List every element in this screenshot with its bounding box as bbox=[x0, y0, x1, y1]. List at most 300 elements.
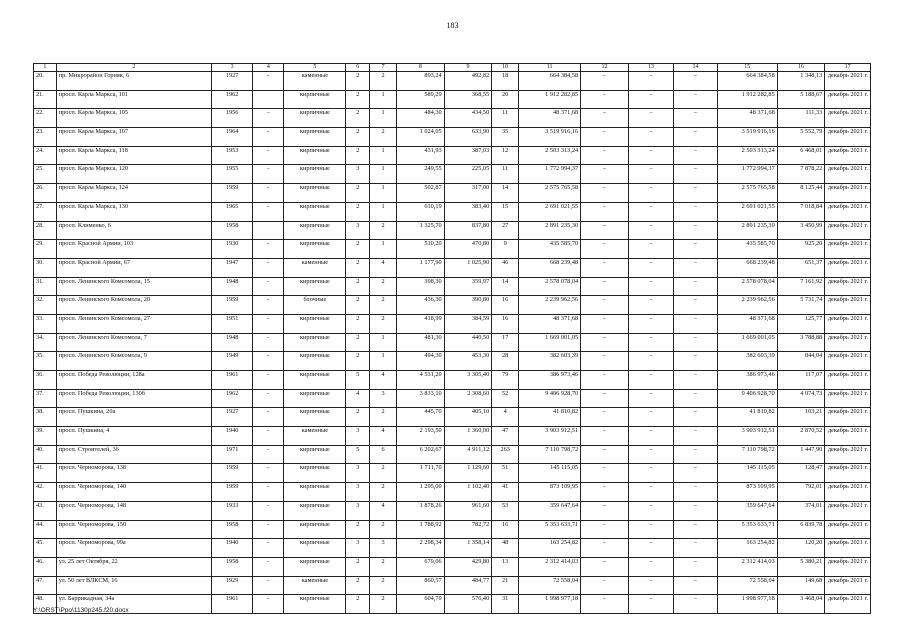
residents-cell: 48 bbox=[492, 539, 519, 558]
fund-cost-cell: 163 254,82 bbox=[717, 539, 777, 558]
table-row bbox=[34, 314, 871, 333]
row-number-cell: 25. bbox=[34, 165, 57, 184]
col-13-cell: – bbox=[628, 240, 674, 259]
col-12-cell: – bbox=[581, 371, 629, 390]
col-4-cell bbox=[253, 90, 284, 109]
row-number-cell: 23. bbox=[34, 128, 57, 147]
fund-cost-cell: 668 239,48 bbox=[717, 258, 777, 277]
table-row bbox=[34, 240, 871, 259]
entrances-cell: 2 bbox=[370, 277, 397, 296]
row-number-cell: 44. bbox=[34, 520, 57, 539]
col-13-cell: – bbox=[628, 445, 674, 464]
address-cell: просп. Пушкина, 20а bbox=[56, 408, 211, 427]
total-cost-cell: 382 603,39 bbox=[519, 352, 581, 371]
total-cost-cell: 359 647,64 bbox=[519, 501, 581, 520]
col-12-cell: – bbox=[581, 277, 629, 296]
col-4-cell bbox=[253, 221, 284, 240]
col-4-cell: - bbox=[253, 445, 284, 464]
entrances-cell: 2 bbox=[370, 595, 397, 614]
col-14-cell: – bbox=[674, 184, 717, 203]
address-cell: просп. Пушкина, 4 bbox=[56, 427, 211, 446]
row-number-cell: 39. bbox=[34, 427, 57, 446]
entrances-cell: 4 bbox=[370, 371, 397, 390]
address-cell: просп. Черноморова, 138 bbox=[56, 464, 211, 483]
build-year-cell: 1940 bbox=[211, 539, 252, 558]
living-area-cell: 429,80 bbox=[444, 557, 492, 576]
fund-cost-cell: 3 903 912,51 bbox=[717, 427, 777, 446]
column-header: 4 bbox=[253, 64, 284, 72]
address-cell: просп. Ленинского Комсомола, 7 bbox=[56, 333, 211, 352]
living-area-cell: 961,60 bbox=[444, 501, 492, 520]
build-year-cell: 1959 bbox=[211, 464, 252, 483]
fund-cost-cell: 664 384,58 bbox=[717, 72, 777, 91]
build-year-cell: 1927 bbox=[211, 408, 252, 427]
floors-cell: 3 bbox=[346, 427, 370, 446]
fund-cost-cell: 873 109,95 bbox=[717, 483, 777, 502]
residents-cell: 28 bbox=[492, 352, 519, 371]
specific-cost-cell: 3 468,04 bbox=[777, 595, 825, 614]
living-area-cell: 225,05 bbox=[444, 165, 492, 184]
fund-cost-cell: 386 973,46 bbox=[717, 371, 777, 390]
address-cell: ул. 25 лет Октября, 22 bbox=[56, 557, 211, 576]
col-12-cell: – bbox=[581, 333, 629, 352]
column-header: 12 bbox=[581, 64, 629, 72]
table-row bbox=[34, 90, 871, 109]
column-header: 17 bbox=[825, 64, 871, 72]
total-area-cell: 1 177,90 bbox=[397, 258, 445, 277]
wall-material-cell: кирпичные bbox=[284, 557, 346, 576]
residents-cell: 21 bbox=[492, 576, 519, 595]
wall-material-cell: кирпичные bbox=[284, 352, 346, 371]
total-area-cell: 510,20 bbox=[397, 240, 445, 259]
col-13-cell: – bbox=[628, 539, 674, 558]
floors-cell: 3 bbox=[346, 501, 370, 520]
deadline-cell: декабрь 2021 г. bbox=[825, 352, 871, 371]
col-14-cell: – bbox=[674, 240, 717, 259]
column-header: 3 bbox=[211, 64, 252, 72]
deadline-cell: декабрь 2021 г. bbox=[825, 90, 871, 109]
fund-cost-cell: 9 406 928,70 bbox=[717, 389, 777, 408]
col-13-cell: – bbox=[628, 72, 674, 91]
total-cost-cell: 2 239 962,56 bbox=[519, 296, 581, 315]
build-year-cell: 1971 bbox=[211, 445, 252, 464]
total-area-cell: 1 878,26 bbox=[397, 501, 445, 520]
col-12-cell: – bbox=[581, 146, 629, 165]
living-area-cell: 470,80 bbox=[444, 240, 492, 259]
col-12-cell: – bbox=[581, 427, 629, 446]
specific-cost-cell: 374,01 bbox=[777, 501, 825, 520]
total-area-cell: 1 788,92 bbox=[397, 520, 445, 539]
address-cell: ул. 50 лет ВЛКСМ, 16 bbox=[56, 576, 211, 595]
deadline-cell: декабрь 2021 г. bbox=[825, 296, 871, 315]
total-area-cell: 860,57 bbox=[397, 576, 445, 595]
residents-cell: 52 bbox=[492, 389, 519, 408]
floors-cell: 2 bbox=[346, 258, 370, 277]
col-14-cell: – bbox=[674, 109, 717, 128]
address-cell: просп. Ленинского Комсомола, 27 bbox=[56, 314, 211, 333]
living-area-cell: 576,40 bbox=[444, 595, 492, 614]
floors-cell: 2 bbox=[346, 576, 370, 595]
col-12-cell: – bbox=[581, 90, 629, 109]
row-number-cell: 36. bbox=[34, 371, 57, 390]
address-cell: просп. Клименко, 6 bbox=[56, 221, 211, 240]
wall-material-cell: кирпичные bbox=[284, 483, 346, 502]
wall-material-cell: кирпичные bbox=[284, 128, 346, 147]
fund-cost-cell: 41 810,82 bbox=[717, 408, 777, 427]
entrances-cell: 2 bbox=[370, 576, 397, 595]
col-12-cell: – bbox=[581, 408, 629, 427]
file-path-footer: Y:\ORST\Ppo\1130p245.f20.docx bbox=[33, 607, 129, 614]
total-cost-cell: 873 109,95 bbox=[519, 483, 581, 502]
floors-cell: 2 bbox=[346, 520, 370, 539]
row-number-cell: 38. bbox=[34, 408, 57, 427]
col-12-cell: – bbox=[581, 128, 629, 147]
deadline-cell: декабрь 2021 г. bbox=[825, 146, 871, 165]
total-cost-cell: 1 998 977,18 bbox=[519, 595, 581, 614]
col-12-cell: – bbox=[581, 595, 629, 614]
col-13-cell: – bbox=[628, 464, 674, 483]
table-row bbox=[34, 277, 871, 296]
col-4-cell: - bbox=[253, 333, 284, 352]
col-4-cell: - bbox=[253, 520, 284, 539]
total-area-cell: 2 298,34 bbox=[397, 539, 445, 558]
living-area-cell: 384,59 bbox=[444, 314, 492, 333]
floors-cell: 5 bbox=[346, 445, 370, 464]
wall-material-cell: кирпичные bbox=[284, 109, 346, 128]
build-year-cell: 1959 bbox=[211, 184, 252, 203]
row-number-cell: 20. bbox=[34, 72, 57, 91]
col-12-cell: – bbox=[581, 352, 629, 371]
col-13-cell: – bbox=[628, 371, 674, 390]
total-area-cell: 1 711,70 bbox=[397, 464, 445, 483]
specific-cost-cell: 5 552,79 bbox=[777, 128, 825, 147]
living-area-cell: 1 358,14 bbox=[444, 539, 492, 558]
table-row bbox=[34, 72, 871, 91]
col-12-cell: – bbox=[581, 109, 629, 128]
build-year-cell: 1955 bbox=[211, 165, 252, 184]
residents-cell: 51 bbox=[492, 464, 519, 483]
table-row bbox=[34, 389, 871, 408]
wall-material-cell: каменные bbox=[284, 576, 346, 595]
deadline-cell: декабрь 2021 г. bbox=[825, 109, 871, 128]
total-cost-cell: 1 669 001,05 bbox=[519, 333, 581, 352]
residents-cell: 11 bbox=[492, 109, 519, 128]
col-14-cell: – bbox=[674, 576, 717, 595]
fund-cost-cell: 5 353 633,71 bbox=[717, 520, 777, 539]
address-cell: просп. Победа Революции, 128а bbox=[56, 371, 211, 390]
row-number-cell: 42. bbox=[34, 483, 57, 502]
col-4-cell: - bbox=[253, 296, 284, 315]
col-4-cell: - bbox=[253, 184, 284, 203]
floors-cell: 2 bbox=[346, 240, 370, 259]
build-year-cell: 1962 bbox=[211, 389, 252, 408]
table-row bbox=[34, 202, 871, 221]
total-cost-cell: 668 239,48 bbox=[519, 258, 581, 277]
living-area-cell: 1 129,60 bbox=[444, 464, 492, 483]
entrances-cell: 3 bbox=[370, 389, 397, 408]
row-number-cell: 22. bbox=[34, 109, 57, 128]
col-12-cell: – bbox=[581, 520, 629, 539]
floors-cell: 2 bbox=[346, 333, 370, 352]
row-number-cell: 46. bbox=[34, 557, 57, 576]
specific-cost-cell: 5 380,21 bbox=[777, 557, 825, 576]
address-cell: просп. Ленинского Комсомола, 20 bbox=[56, 296, 211, 315]
total-area-cell: 589,29 bbox=[397, 90, 445, 109]
wall-material-cell: кирпичные bbox=[284, 408, 346, 427]
col-4-cell: - bbox=[253, 277, 284, 296]
deadline-cell: декабрь 2021 г. bbox=[825, 371, 871, 390]
entrances-cell: 1 bbox=[370, 109, 397, 128]
col-4-cell: - bbox=[253, 389, 284, 408]
col-12-cell: – bbox=[581, 483, 629, 502]
total-cost-cell: 3 519 916,16 bbox=[519, 128, 581, 147]
table-row bbox=[34, 427, 871, 446]
total-cost-cell: 2 691 021,55 bbox=[519, 202, 581, 221]
build-year-cell: 1951 bbox=[211, 314, 252, 333]
specific-cost-cell: 125,77 bbox=[777, 314, 825, 333]
deadline-cell: декабрь 2021 г. bbox=[825, 258, 871, 277]
wall-material-cell: кирпичные bbox=[284, 90, 346, 109]
col-13-cell: – bbox=[628, 128, 674, 147]
table-row bbox=[34, 296, 871, 315]
entrances-cell: 1 bbox=[370, 202, 397, 221]
col-4-cell: - bbox=[253, 314, 284, 333]
col-12-cell: – bbox=[581, 445, 629, 464]
entrances-cell: 2 bbox=[370, 72, 397, 91]
row-number-cell: 48. bbox=[34, 595, 57, 614]
col-14-cell: – bbox=[674, 72, 717, 91]
col-4-cell: - bbox=[253, 165, 284, 184]
col-4-cell: – bbox=[253, 464, 284, 483]
deadline-cell: декабрь 2021 г. bbox=[825, 202, 871, 221]
table-row bbox=[34, 576, 871, 595]
wall-material-cell: кирпичные bbox=[284, 464, 346, 483]
table-row bbox=[34, 501, 871, 520]
fund-cost-cell: 3 519 916,16 bbox=[717, 128, 777, 147]
column-header: 1 bbox=[34, 64, 57, 72]
floors-cell: 2 bbox=[346, 72, 370, 91]
wall-material-cell: кирпичные bbox=[284, 221, 346, 240]
residents-cell: 31 bbox=[492, 595, 519, 614]
specific-cost-cell: 792,01 bbox=[777, 483, 825, 502]
specific-cost-cell: 7 878,22 bbox=[777, 165, 825, 184]
total-area-cell: 6 202,67 bbox=[397, 445, 445, 464]
specific-cost-cell: 128,47 bbox=[777, 464, 825, 483]
col-4-cell: - bbox=[253, 595, 284, 614]
total-area-cell: 1 325,70 bbox=[397, 221, 445, 240]
col-4-cell: – bbox=[253, 576, 284, 595]
col-4-cell: - bbox=[253, 240, 284, 259]
table-row bbox=[34, 557, 871, 576]
specific-cost-cell: 149,68 bbox=[777, 576, 825, 595]
col-14-cell: – bbox=[674, 483, 717, 502]
specific-cost-cell: 6 468,01 bbox=[777, 146, 825, 165]
col-12-cell: – bbox=[581, 184, 629, 203]
address-cell: просп. Ленинского Комсомола, 9 bbox=[56, 352, 211, 371]
living-area-cell: 837,80 bbox=[444, 221, 492, 240]
wall-material-cell: кирпичные bbox=[284, 146, 346, 165]
address-cell: просп. Карла Маркса, 130 bbox=[56, 202, 211, 221]
address-cell: просп. Карла Маркса, 101 bbox=[56, 90, 211, 109]
specific-cost-cell: 2 870,52 bbox=[777, 427, 825, 446]
column-header: 9 bbox=[444, 64, 492, 72]
total-area-cell: 893,24 bbox=[397, 72, 445, 91]
col-14-cell: – bbox=[674, 165, 717, 184]
residents-cell: 41 bbox=[492, 483, 519, 502]
residents-cell: 11 bbox=[492, 165, 519, 184]
column-header: 11 bbox=[519, 64, 581, 72]
living-area-cell: 3 305,40 bbox=[444, 371, 492, 390]
entrances-cell: 2 bbox=[370, 408, 397, 427]
total-cost-cell: 145 115,05 bbox=[519, 464, 581, 483]
total-area-cell: 445,70 bbox=[397, 408, 445, 427]
fund-cost-cell: 2 503 313,24 bbox=[717, 146, 777, 165]
entrances-cell: 2 bbox=[370, 314, 397, 333]
build-year-cell: 1958 bbox=[211, 557, 252, 576]
deadline-cell: декабрь 2021 г. bbox=[825, 520, 871, 539]
col-13-cell: – bbox=[628, 427, 674, 446]
entrances-cell: 2 bbox=[370, 520, 397, 539]
total-area-cell: 481,30 bbox=[397, 333, 445, 352]
total-cost-cell: 48 371,68 bbox=[519, 109, 581, 128]
total-cost-cell: 435 585,70 bbox=[519, 240, 581, 259]
fund-cost-cell: 7 110 798,72 bbox=[717, 445, 777, 464]
wall-material-cell: кирпичные bbox=[284, 165, 346, 184]
residents-cell: 14 bbox=[492, 184, 519, 203]
living-area-cell: 317,00 bbox=[444, 184, 492, 203]
row-number-cell: 35. bbox=[34, 352, 57, 371]
col-4-cell: - bbox=[253, 72, 284, 91]
col-12-cell: – bbox=[581, 165, 629, 184]
build-year-cell: 1930 bbox=[211, 240, 252, 259]
specific-cost-cell: 111,33 bbox=[777, 109, 825, 128]
build-year-cell: 1959 bbox=[211, 296, 252, 315]
col-12-cell: – bbox=[581, 258, 629, 277]
row-number-cell: 27. bbox=[34, 202, 57, 221]
col-13-cell: – bbox=[628, 595, 674, 614]
deadline-cell: декабрь 2021 г. bbox=[825, 501, 871, 520]
deadline-cell: декабрь 2021 г. bbox=[825, 464, 871, 483]
build-year-cell: 1929 bbox=[211, 576, 252, 595]
deadline-cell: декабрь 2021 г. bbox=[825, 445, 871, 464]
column-header: 6 bbox=[346, 64, 370, 72]
entrances-cell: 1 bbox=[370, 165, 397, 184]
deadline-cell: декабрь 2021 г. bbox=[825, 576, 871, 595]
col-14-cell: – bbox=[674, 128, 717, 147]
total-cost-cell: 664 384,58 bbox=[519, 72, 581, 91]
col-4-cell: - bbox=[253, 557, 284, 576]
entrances-cell: 3 bbox=[370, 539, 397, 558]
total-cost-cell: 2 575 765,58 bbox=[519, 184, 581, 203]
row-number-cell: 45. bbox=[34, 539, 57, 558]
fund-cost-cell: 2 891 235,30 bbox=[717, 221, 777, 240]
col-13-cell: – bbox=[628, 296, 674, 315]
col-13-cell: – bbox=[628, 408, 674, 427]
residents-cell: 35 bbox=[492, 128, 519, 147]
col-13-cell: – bbox=[628, 483, 674, 502]
build-year-cell: 1947 bbox=[211, 258, 252, 277]
address-cell: просп. Карла Маркса, 105 bbox=[56, 109, 211, 128]
col-13-cell: – bbox=[628, 557, 674, 576]
col-13-cell: – bbox=[628, 277, 674, 296]
floors-cell: 3 bbox=[346, 464, 370, 483]
row-number-cell: 34. bbox=[34, 333, 57, 352]
deadline-cell: декабрь 2021 г. bbox=[825, 333, 871, 352]
deadline-cell: декабрь 2021 г. bbox=[825, 314, 871, 333]
living-area-cell: 390,80 bbox=[444, 296, 492, 315]
table-row bbox=[34, 352, 871, 371]
floors-cell: 2 bbox=[346, 128, 370, 147]
col-14-cell: – bbox=[674, 277, 717, 296]
living-area-cell: 1 025,90 bbox=[444, 258, 492, 277]
residents-cell: 4 bbox=[492, 408, 519, 427]
row-number-cell: 43. bbox=[34, 501, 57, 520]
fund-cost-cell: 2 578 078,04 bbox=[717, 277, 777, 296]
col-13-cell: – bbox=[628, 258, 674, 277]
col-4-cell: – bbox=[253, 109, 284, 128]
col-13-cell: – bbox=[628, 576, 674, 595]
build-year-cell: 1961 bbox=[211, 595, 252, 614]
build-year-cell: 1953 bbox=[211, 146, 252, 165]
specific-cost-cell: 6 839,78 bbox=[777, 520, 825, 539]
build-year-cell: 1965 bbox=[211, 202, 252, 221]
entrances-cell: 4 bbox=[370, 427, 397, 446]
floors-cell: 2 bbox=[346, 109, 370, 128]
wall-material-cell: каменные bbox=[284, 72, 346, 91]
address-cell: просп. Победа Революции, 130б bbox=[56, 389, 211, 408]
specific-cost-cell: 8 125,44 bbox=[777, 184, 825, 203]
living-area-cell: 405,10 bbox=[444, 408, 492, 427]
deadline-cell: декабрь 2021 г. bbox=[825, 165, 871, 184]
address-cell: просп. Карла Маркса, 124 bbox=[56, 184, 211, 203]
total-cost-cell: 1 912 282,85 bbox=[519, 90, 581, 109]
build-year-cell: 1940 bbox=[211, 427, 252, 446]
living-area-cell: 2 308,60 bbox=[444, 389, 492, 408]
row-number-cell: 24. bbox=[34, 146, 57, 165]
wall-material-cell: кирпичные bbox=[284, 501, 346, 520]
table-row bbox=[34, 595, 871, 614]
col-12-cell: – bbox=[581, 501, 629, 520]
specific-cost-cell: 7 161,92 bbox=[777, 277, 825, 296]
table-row bbox=[34, 464, 871, 483]
col-14-cell: – bbox=[674, 221, 717, 240]
row-number-cell: 26. bbox=[34, 184, 57, 203]
entrances-cell: 1 bbox=[370, 90, 397, 109]
total-cost-cell: 2 578 078,04 bbox=[519, 277, 581, 296]
fund-cost-cell: 1 998 977,18 bbox=[717, 595, 777, 614]
col-13-cell: – bbox=[628, 165, 674, 184]
residents-cell: 17 bbox=[492, 333, 519, 352]
col-13-cell: – bbox=[628, 146, 674, 165]
fund-cost-cell: 2 239 962,56 bbox=[717, 296, 777, 315]
col-14-cell: – bbox=[674, 408, 717, 427]
floors-cell: 3 bbox=[346, 221, 370, 240]
specific-cost-cell: 7 018,84 bbox=[777, 202, 825, 221]
col-14-cell: – bbox=[674, 539, 717, 558]
deadline-cell: декабрь 2021 г. bbox=[825, 483, 871, 502]
table-row bbox=[34, 109, 871, 128]
wall-material-cell: кирпичные bbox=[284, 184, 346, 203]
column-header: 2 bbox=[56, 64, 211, 72]
wall-material-cell: кирпичные bbox=[284, 389, 346, 408]
total-cost-cell: 41 810,82 bbox=[519, 408, 581, 427]
living-area-cell: 387,03 bbox=[444, 146, 492, 165]
fund-cost-cell: 1 669 001,05 bbox=[717, 333, 777, 352]
residents-cell: 79 bbox=[492, 371, 519, 390]
total-cost-cell: 48 371,68 bbox=[519, 314, 581, 333]
total-area-cell: 398,30 bbox=[397, 277, 445, 296]
col-4-cell: - bbox=[253, 371, 284, 390]
